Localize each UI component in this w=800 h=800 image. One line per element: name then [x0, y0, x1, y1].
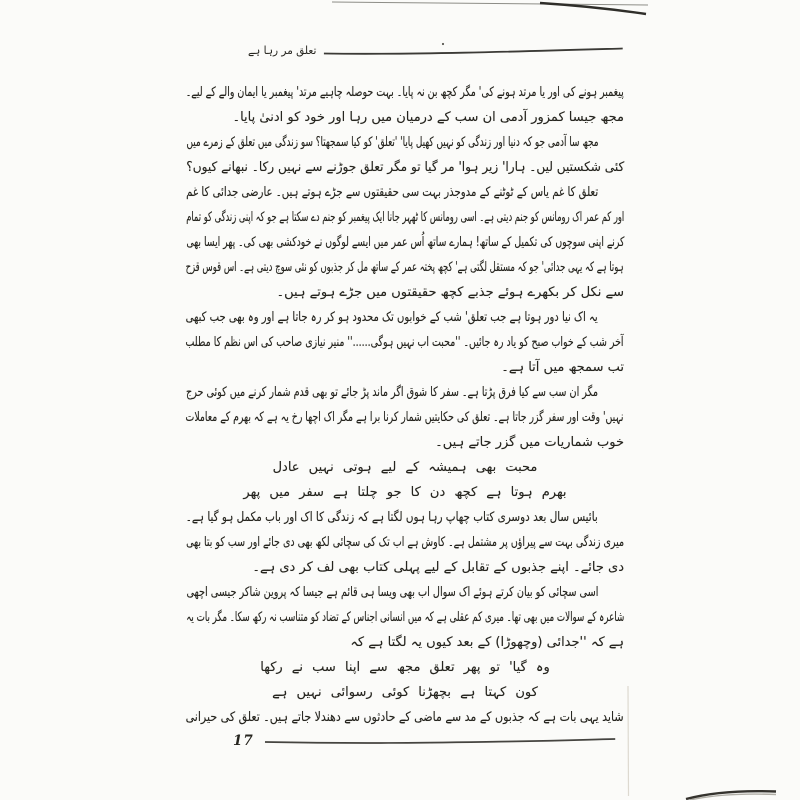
text-line: ہے کہ ''جدائی (وچھوڑا) کے بعد کیوں یہ لگتا ہے کہ	[350, 635, 624, 650]
verse-line: محبت بھی ہمیشہ کے لیے ہوتی نہیں عادل	[272, 460, 538, 475]
text-line: تب سمجھ میں آتا ہے۔	[501, 360, 624, 375]
text-line: میری زندگی بہت سے پیراؤں پر مشتمل ہے۔ کاوش ہے اب تک کی سچائی لکھ بھی دی جائے اور سب کو بتا بھی	[186, 535, 624, 550]
text-line: نہیں' وقت اور سفر گزر جاتا ہے۔ تعلق کی حکایتیں شمار کرنا برا ہے مگر اک اچھا رخ یہ ہے کہ بھرم کے معاملات	[186, 410, 624, 425]
text-line: کئی شکستیں لیں۔ ہارا' زیر ہوا' مر گیا تو مگر تعلق جوڑنے سے نہیں رکا۔ نبھانے کیوں؟	[186, 160, 624, 175]
text-line: آخر شب کے خواب صبح کو یاد رہ جائیں۔ ''محبت اب نہیں ہوگی......'' منیر نیازی صاحب کی اس نظم کا مطلب	[185, 335, 624, 350]
footer-rule	[264, 735, 616, 747]
text-line: مجھ جیسا کمزور آدمی ان سب کے درمیان میں رہا اور خود کو ادنیٰ پایا۔	[232, 110, 624, 125]
running-head-title: تعلق مر رہا ہے	[248, 44, 317, 58]
running-head	[248, 42, 624, 60]
text-line: شاید یہی بات ہے کہ جذبوں کے مد سے ماضی کے حادثوں سے دھندلا جاتے ہیں۔ تعلق کی حیرانی	[186, 710, 624, 725]
page-body-text	[186, 80, 624, 732]
page-number: 17	[233, 733, 254, 749]
text-line: کرنے اپنی سوچوں کی تکمیل کے ساتھ! ہمارے ساتھ اُس عمر میں ایسے لوگوں نے خودکشی بھی کی۔ پھر ایسا بھی	[186, 235, 624, 250]
text-line: یہ اک نیا دور ہوتا ہے جب تعلق' شب کے خوابوں تک محدود ہو کر رہ جاتا ہے اور وہ بھی جب کبھی	[186, 310, 598, 325]
verse-line: کون کہتا ہے بچھڑنا کوئی رسوائی نہیں ہے	[272, 685, 538, 700]
page-footer	[186, 729, 622, 753]
verse-line: وہ گیا' تو پھر تعلق مجھ سے اپنا سب نے رکھا	[260, 660, 550, 675]
text-line: اسی سچائی کو بیان کرتے ہوئے اک سوال اب بھی ویسا ہی قائم ہے جیسا کہ پروین شاکر جیسی اچھی	[186, 585, 598, 600]
text-line: ہوتا ہے کہ یہی جدائی' جو کہ مستقل لگتی ہے' کچھ پختہ عمر کے ساتھ مل کر جذبوں کو نئی سوچ دیتی ہے۔ اس قوس قزح	[186, 260, 624, 275]
text-line: خوب شماریات میں گزر جاتے ہیں۔	[435, 435, 624, 450]
text-line: تعلق کا غم یاس کے ٹوٹنے کے مدوجذر بہت سی حقیقتوں سے جڑے ہوتے ہیں۔ عارضی جدائی کا غم	[186, 185, 598, 200]
text-line: شاعرہ کے سوالات میں بھی تھا۔ میری کم عقلی ہے کہ میں انسانی اجناس کے تضاد کو متناسب نہ رکھ سکا۔ مگر بات یہ	[186, 610, 624, 625]
text-line: مگر ان سب سے کیا فرق پڑتا ہے۔ سفر کا شوق اگر ماند پڑ جائے تو بھی قدم شمار کرنے میں کوئی حرج	[186, 385, 598, 400]
text-line: بائیس سال بعد دوسری کتاب چھاپ رہا ہوں لگتا ہے کہ زندگی کا اک اور باب مکمل ہو گیا ہے۔	[186, 510, 598, 525]
verse-line: بھرم ہوتا ہے کچھ دن کا جو چلتا ہے سفر میں پھر	[243, 485, 567, 500]
text-line: دی جائے۔ اپنے جذبوں کے تقابل کے لیے پہلی کتاب بھی لف کر دی ہے۔	[252, 560, 624, 575]
text-line: مجھ سا آدمی جو کہ دنیا اور زندگی کو نہیں کھیل پایا' 'تعلق' کو کیا سمجھتا؟ سو زندگی میں تعلق کے زمرے میں	[186, 135, 598, 150]
text-line: پیغمبر ہونے کی اور یا مرتد ہونے کی' مگر کچھ بن نہ پایا۔ بہت حوصلہ چاہیے مرتد' پیغمبر یا ایمان والے کے لیے۔	[186, 85, 624, 100]
text-line: اور کم عمر اک رومانس کو جنم دیتی ہے۔ اسی رومانس کا ٹھہر جانا ایک پیغمبر کو جنم دے سکتا ہے جو کہ اپنی زندگی کو تمام	[186, 210, 624, 225]
running-head-rule	[323, 45, 624, 57]
text-line: سے نکل کر بکھرے ہوئے جذبے کچھ حقیقتوں میں جڑے ہوتے ہیں۔	[276, 285, 624, 300]
